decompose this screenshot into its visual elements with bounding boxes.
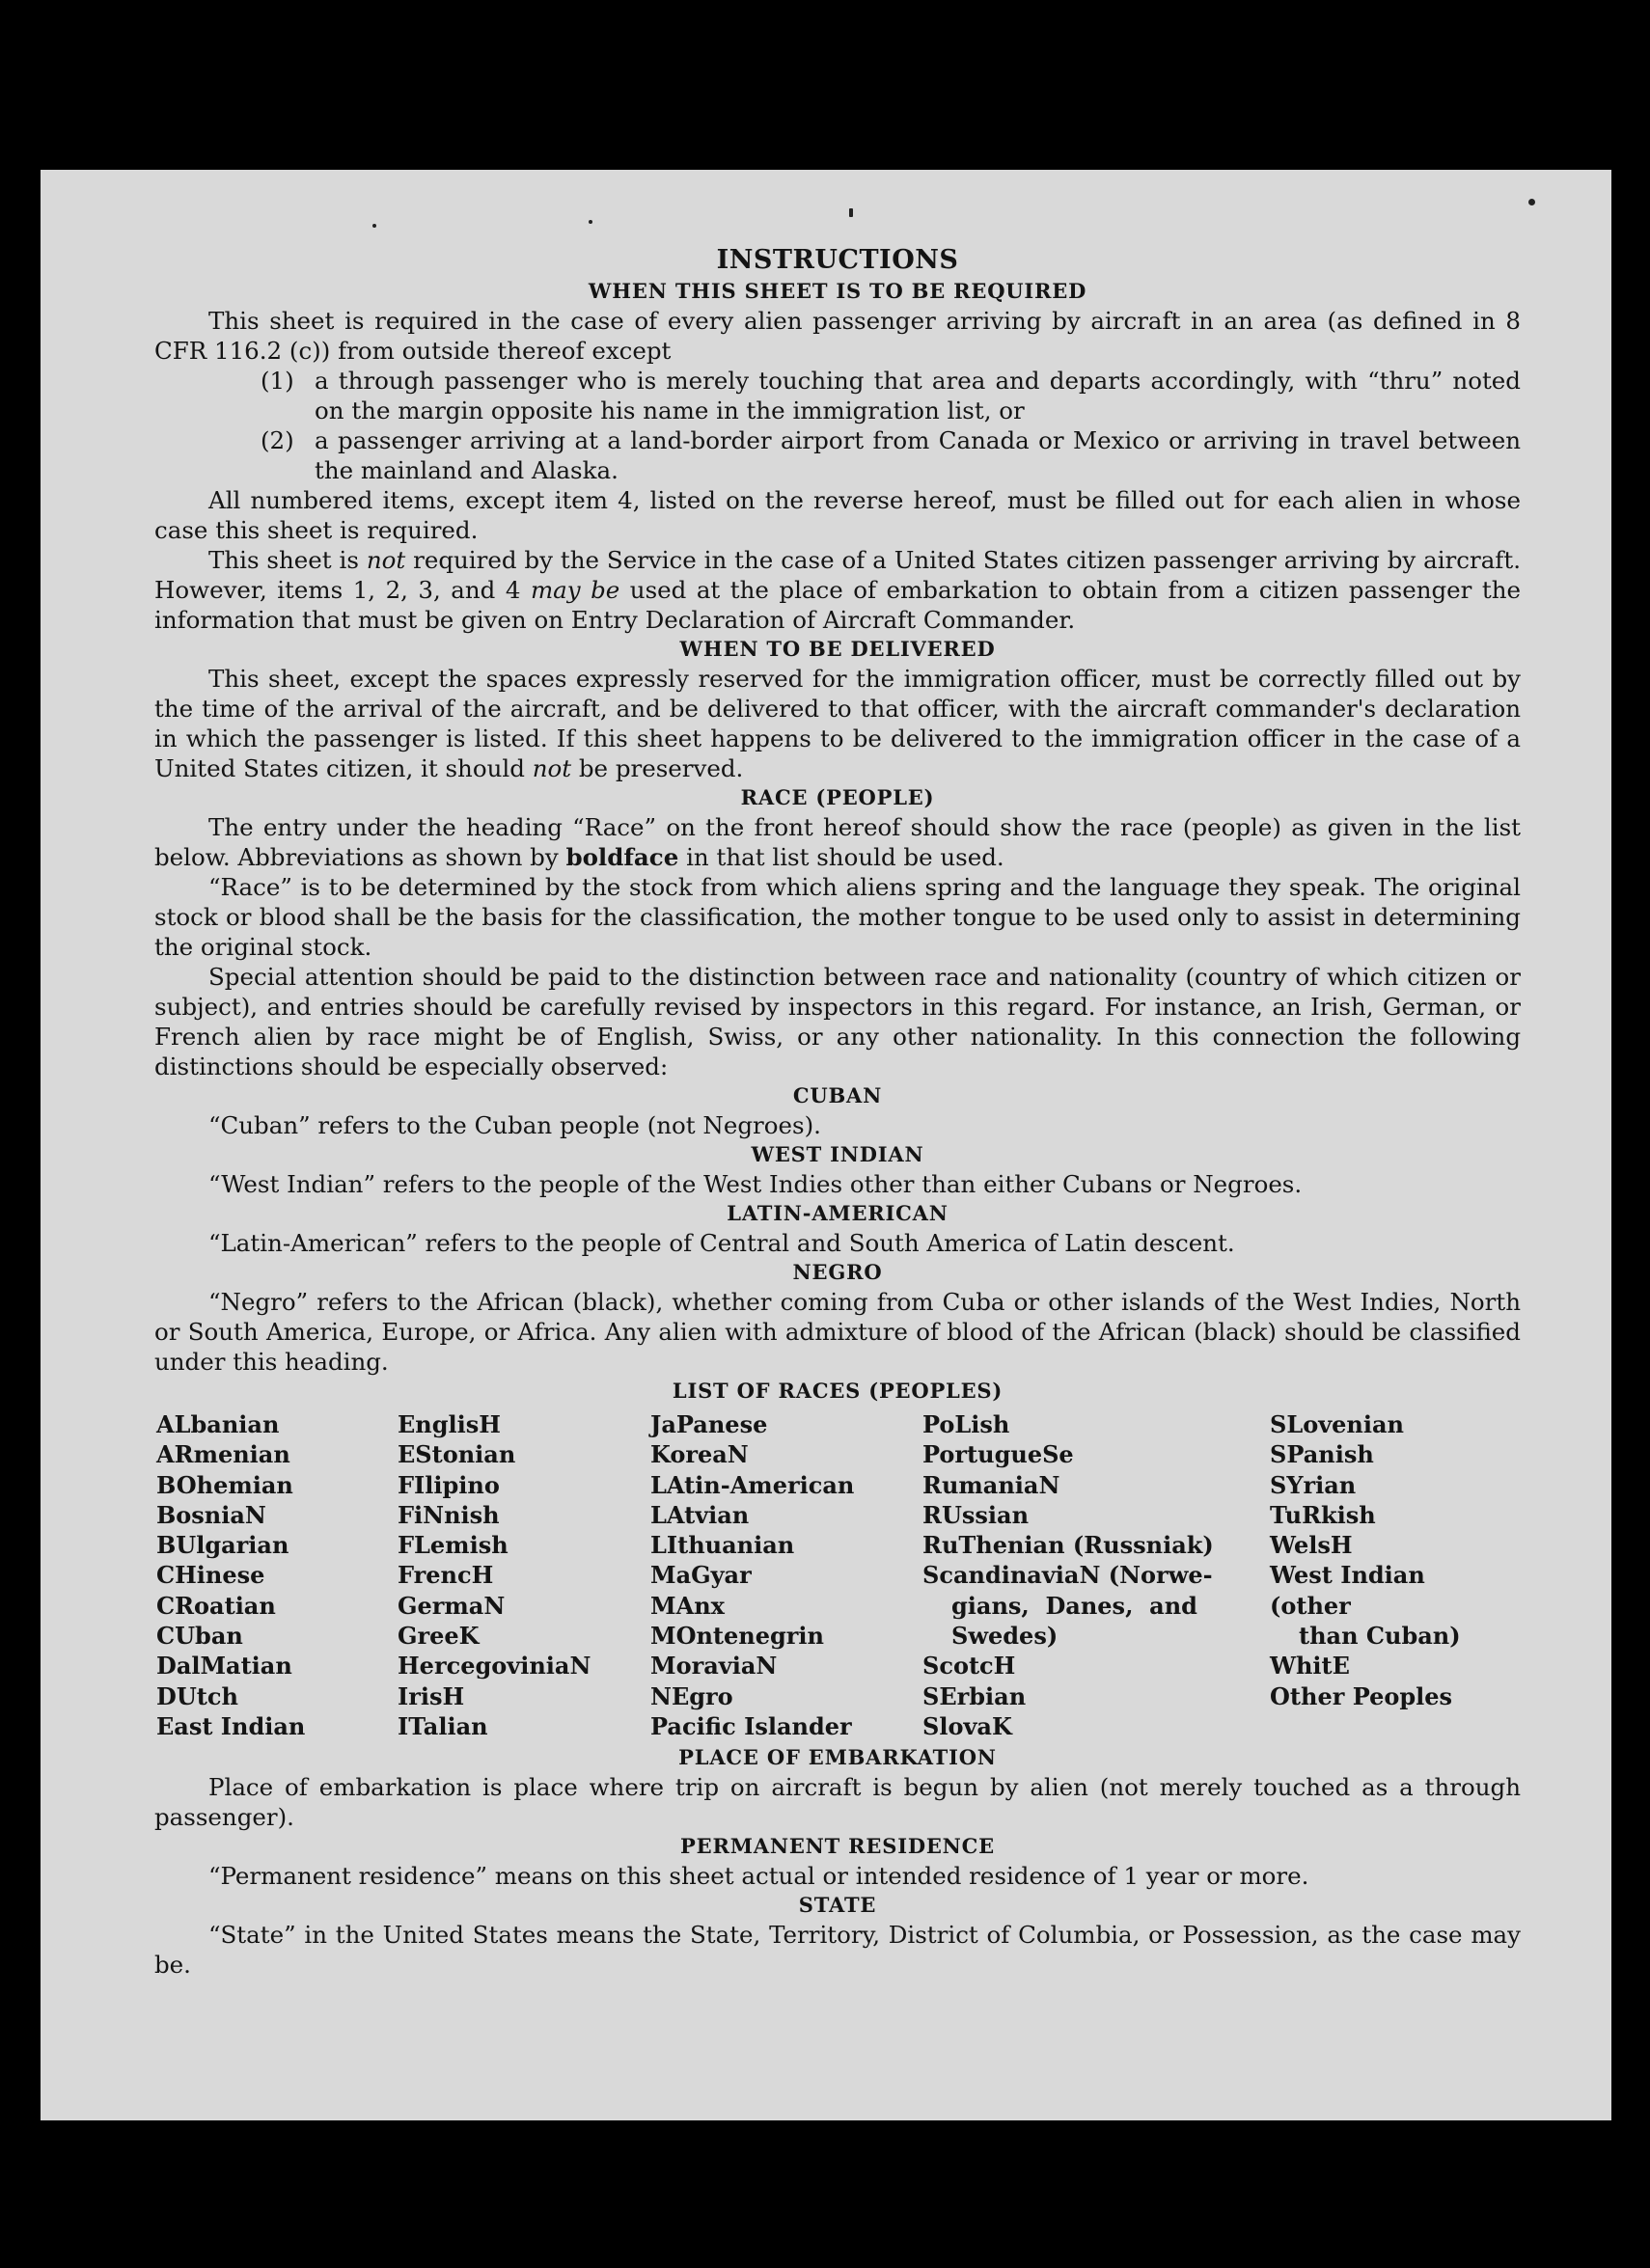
race-entry: JaPanese (650, 1410, 768, 1438)
citizen-paragraph: This sheet is not required by the Service in the case of a United States citizen passenger arriving by aircraft. However, items 1, 2, 3, and 4 may be used at the place of embarkation to obtain from a citizen passenger the information that must be given on Entry Declaration of Aircraft Commander. (154, 546, 1522, 634)
race-paragraph-3: Special attention should be paid to the distinction between race and nationality (country of which citizen or subject), and entries should be carefully revised by inspectors in this regard. For instance, an Irish, German, or French alien by race might be of English, Swiss, or any other nationality. In this connection the following distinctions should be especially observed: (154, 963, 1521, 1080)
when-required-paragraph: This sheet is required in the case of every alien passenger arriving by aircraft in an area (as defined in 8 CFR 116.2 (c)) from outside thereof except (154, 307, 1521, 365)
race-entry: ARmenian (156, 1440, 290, 1469)
race-entry: ITalian (398, 1711, 488, 1740)
race-entry: PortugueSe (922, 1440, 1074, 1469)
race-entry: MAnx (650, 1591, 725, 1620)
race-entry: CUban (156, 1622, 243, 1651)
races-column-3 (650, 1409, 922, 1741)
race-entry: WhitE (1270, 1652, 1350, 1681)
heading-state: STATE (798, 1893, 877, 1918)
race-entry: MoraviaN (650, 1652, 778, 1681)
numbered-items-paragraph: All numbered items, except item 4, listed on the reverse hereof, must be filled out for each alien in whose case this sheet is required. (154, 486, 1521, 544)
heading-when-required: WHEN THIS SHEET IS TO BE REQUIRED (588, 279, 1087, 303)
heading-west-indian: WEST INDIAN (751, 1142, 924, 1166)
heading-race: RACE (PEOPLE) (740, 785, 935, 809)
race-entry: FIlipino (398, 1470, 500, 1499)
race-entry-continuation: Swedes) (951, 1622, 1059, 1651)
race-entry: MOntenegrin (650, 1622, 824, 1651)
races-column-1 (156, 1409, 398, 1741)
embarkation-text: Place of embarkation is place where trip on aircraft is begun by alien (not merely touched as a through passenger). (154, 1773, 1521, 1832)
race-entry: ALbanian (156, 1410, 280, 1438)
heading-place-of-embarkation: PLACE OF EMBARKATION (678, 1745, 997, 1770)
race-entry: SYrian (1270, 1470, 1357, 1499)
west-indian-text: “West Indian” refers to the people of the West Indies other than either Cubans or Negroes. (208, 1170, 1303, 1198)
race-entry: Other Peoples (1270, 1681, 1453, 1710)
races-column-2 (398, 1409, 650, 1741)
race-entry: TuRkish (1270, 1500, 1376, 1529)
race-entry: DUtch (156, 1681, 238, 1710)
race-entry: RumaniaN (922, 1470, 1060, 1499)
race-entry: HercegoviniaN (398, 1652, 591, 1681)
race-entry: FrencH (398, 1561, 494, 1590)
race-entry: SErbian (922, 1681, 1027, 1710)
item-number: (1) (261, 367, 294, 395)
race-entry: WelsH (1270, 1531, 1353, 1560)
race-entry: LAtin-American (650, 1470, 855, 1499)
heading-permanent-residence: PERMANENT RESIDENCE (680, 1834, 995, 1859)
race-entry: CRoatian (156, 1591, 276, 1620)
race-entry: RuThenian (Russniak) (922, 1531, 1214, 1560)
race-entry: SLovenian (1270, 1410, 1404, 1438)
state-text: “State” in the United States means the State, Territory, District of Columbia, or Possession, as the case may be. (154, 1921, 1521, 1980)
race-entry: GreeK (398, 1622, 480, 1651)
race-entry: LIthuanian (650, 1531, 795, 1560)
scan-speck (849, 208, 853, 217)
race-entry: KoreaN (650, 1440, 749, 1469)
heading-when-delivered: WHEN TO BE DELIVERED (679, 637, 996, 661)
residence-text: “Permanent residence” means on this sheet actual or intended residence of 1 year or more. (208, 1862, 1309, 1891)
exception-item-1 (261, 366, 1521, 425)
scan-speck (1528, 199, 1535, 205)
race-entry: East Indian (156, 1711, 306, 1740)
item-text: a passenger arriving at a land-border airport from Canada or Mexico or arriving in travel between the mainland and Alaska. (315, 426, 1521, 484)
race-entry: PoLish (922, 1410, 1010, 1438)
race-entry: ScotcH (922, 1652, 1016, 1681)
race-entry: FLemish (398, 1531, 509, 1560)
race-paragraph-1: The entry under the heading “Race” on the front hereof should show the race (people) as given in the list below. Abbreviations as shown by boldface in that list should be used. (154, 813, 1521, 871)
scan-speck (372, 224, 376, 228)
race-entry-continuation: than Cuban) (1299, 1622, 1461, 1651)
negro-text: “Negro” refers to the African (black), whether coming from Cuba or other islands of the West Indies, North or South America, Europe, or Africa. Any alien with admixture of blood of the African (black) should be classified under this heading. (154, 1288, 1521, 1376)
heading-latin-american: LATIN-AMERICAN (727, 1201, 949, 1225)
race-entry: RUssian (922, 1500, 1030, 1529)
document-sheet (41, 170, 1611, 2120)
item-number: (2) (261, 426, 294, 454)
races-column-5 (1270, 1409, 1521, 1741)
item-text: a through passenger who is merely touching that area and departs accordingly, with “thru” noted on the margin opposite his name in the immigration list, or (315, 367, 1521, 424)
exception-item-2 (261, 425, 1521, 485)
race-entry: West Indian (other (1270, 1561, 1442, 1620)
race-entry: BosniaN (156, 1500, 266, 1529)
heading-negro: NEGRO (792, 1260, 883, 1284)
race-entry: FiNnish (398, 1500, 500, 1529)
race-paragraph-2: “Race” is to be determined by the stock from which aliens spring and the language they speak. The original stock or blood shall be the basis for the classification, the mother tongue to be used only to assist in determining the original stock. (154, 873, 1521, 961)
races-list (156, 1409, 1521, 1741)
race-entry: SPanish (1270, 1440, 1374, 1469)
race-entry: SlovaK (922, 1711, 1012, 1740)
latin-american-text: “Latin-American” refers to the people of Central and South America of Latin descent. (208, 1229, 1235, 1257)
race-entry-continuation: gians, Danes, and (951, 1591, 1197, 1620)
delivery-paragraph: This sheet, except the spaces expressly reserved for the immigration officer, must be correctly filled out by the time of the arrival of the aircraft, and be delivered to that officer, with the aircraft commander's declaration in which the passenger is listed. If this sheet happens to be delivered to the immigration officer in the case of a United States citizen, it should not be preserved. (154, 665, 1521, 782)
race-entry: BUlgarian (156, 1531, 289, 1560)
heading-list-of-races: LIST OF RACES (PEOPLES) (672, 1379, 1004, 1403)
race-entry: LAtvian (650, 1500, 750, 1529)
scan-speck (589, 220, 592, 224)
document-title: INSTRUCTIONS (716, 245, 959, 275)
race-entry: CHinese (156, 1561, 265, 1590)
race-entry: IrisH (398, 1681, 465, 1710)
race-entry: EStonian (398, 1440, 516, 1469)
race-entry: EnglisH (398, 1410, 501, 1438)
race-entry: ScandinaviaN (Norwe- (922, 1561, 1213, 1590)
race-entry: DalMatian (156, 1652, 292, 1681)
races-column-4 (922, 1409, 1270, 1741)
heading-cuban: CUBAN (792, 1083, 883, 1107)
race-entry: Pacific Islander (650, 1711, 852, 1740)
race-entry: MaGyar (650, 1561, 752, 1590)
race-entry: BOhemian (156, 1470, 293, 1499)
race-entry: NEgro (650, 1681, 733, 1710)
race-entry: GermaN (398, 1591, 506, 1620)
cuban-text: “Cuban” refers to the Cuban people (not Negroes). (208, 1111, 821, 1139)
